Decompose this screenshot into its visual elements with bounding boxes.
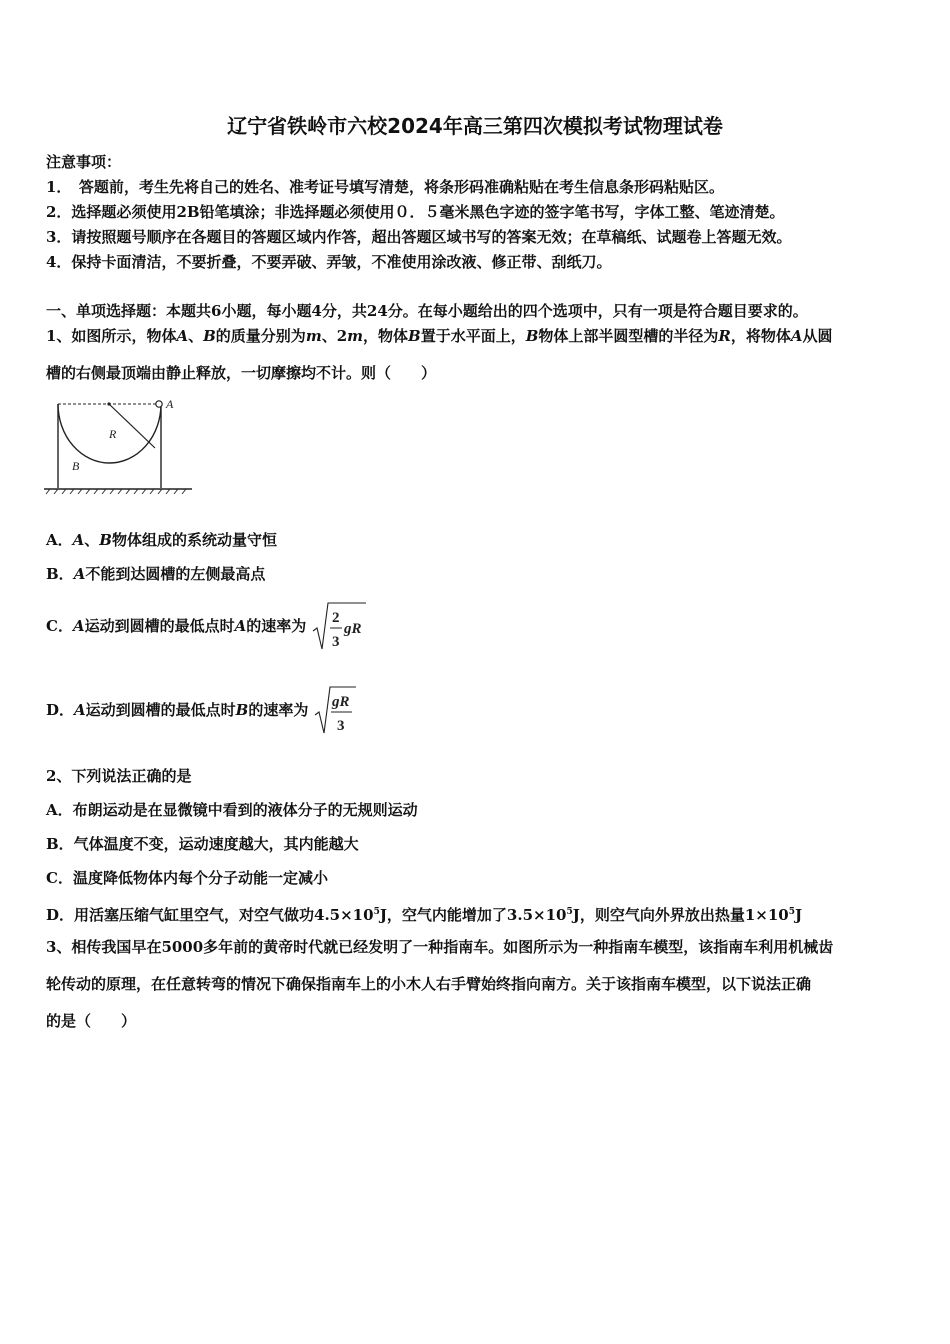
sqrt-gr-over-three bbox=[314, 685, 358, 737]
math-tail: gR bbox=[343, 621, 362, 637]
q3-stem-line3: 的是（ ） bbox=[46, 1012, 137, 1030]
notice-item-4: 4．保持卡面清洁，不要折叠，不要弄破、弄皱，不准使用涂改液、修正带、刮纸刀。 bbox=[46, 253, 612, 271]
frac-num: gR bbox=[331, 694, 350, 710]
section-heading: 一、单项选择题：本题共6小题，每小题4分，共24分。在每小题给出的四个选项中，只有一项是符合题目要求的。 bbox=[46, 302, 808, 320]
frac-den: 3 bbox=[336, 718, 345, 734]
q1-option-b: B．A不能到达圆槽的左侧最高点 bbox=[46, 565, 266, 583]
sqrt-two-thirds-gr bbox=[312, 601, 368, 653]
q1-stem-line1: 1、如图所示，物体A、B的质量分别为m、2m，物体B置于水平面上，B物体上部半圆型槽的半径为R，将物体A从圆 bbox=[46, 327, 833, 345]
q2-option-c: C．温度降低物体内每个分子动能一定减小 bbox=[46, 869, 328, 887]
q1-option-d: D．A运动到圆槽的最低点时B的速率为 gR 3 bbox=[46, 684, 358, 736]
q1-option-a: A．A、B物体组成的系统动量守恒 bbox=[46, 531, 277, 549]
q1-figure-semicircle-groove bbox=[44, 392, 194, 500]
frac-den: 3 bbox=[331, 634, 339, 650]
notice-heading: 注意事项： bbox=[46, 153, 122, 171]
notice-item-2: 2．选择题必须使用2B铅笔填涂；非选择题必须使用０．５毫米黑色字迹的签字笔书写，字体工整、笔迹清楚。 bbox=[46, 203, 785, 221]
q2-option-a: A．布朗运动是在显微镜中看到的液体分子的无规则运动 bbox=[46, 801, 418, 819]
figure-label-r: R bbox=[109, 427, 117, 441]
q1-stem-line2: 槽的右侧最顶端由静止释放，一切摩擦均不计。则（ ） bbox=[46, 364, 437, 382]
figure-label-a: A bbox=[166, 397, 174, 411]
q3-stem-line2: 轮传动的原理，在任意转弯的情况下确保指南车上的小木人右手臂始终指向南方。关于该指南车模型，以下说法正确 bbox=[46, 975, 812, 993]
page-title: 辽宁省铁岭市六校2024年高三第四次模拟考试物理试卷 bbox=[227, 114, 723, 138]
frac-num: 2 bbox=[331, 610, 339, 626]
q1-option-c: C．A运动到圆槽的最低点时A的速率为 2 3 gR bbox=[46, 600, 368, 652]
q3-stem-line1: 3、相传我国早在5000多年前的黄帝时代就已经发明了一种指南车。如图所示为一种指南车模型，该指南车利用机械齿 bbox=[46, 938, 834, 956]
notice-item-1: 1． 答题前，考生先将自己的姓名、准考证号填写清楚，将条形码准确粘贴在考生信息条形码粘贴区。 bbox=[46, 178, 724, 196]
q2-stem: 2、下列说法正确的是 bbox=[46, 767, 192, 785]
q2-option-b: B．气体温度不变，运动速度越大，其内能越大 bbox=[46, 835, 359, 853]
notice-item-3: 3．请按照题号顺序在各题目的答题区域内作答，超出答题区域书写的答案无效；在草稿纸、试题卷上答题无效。 bbox=[46, 228, 792, 246]
figure-label-b: B bbox=[72, 459, 80, 473]
q2-option-d: D．用活塞压缩气缸里空气，对空气做功$4.5\times 10^5J$，空气内能增加了$3.5\times 10^5J$，则空气向外界放出热量$1\times 10^5J$ bbox=[46, 906, 803, 924]
